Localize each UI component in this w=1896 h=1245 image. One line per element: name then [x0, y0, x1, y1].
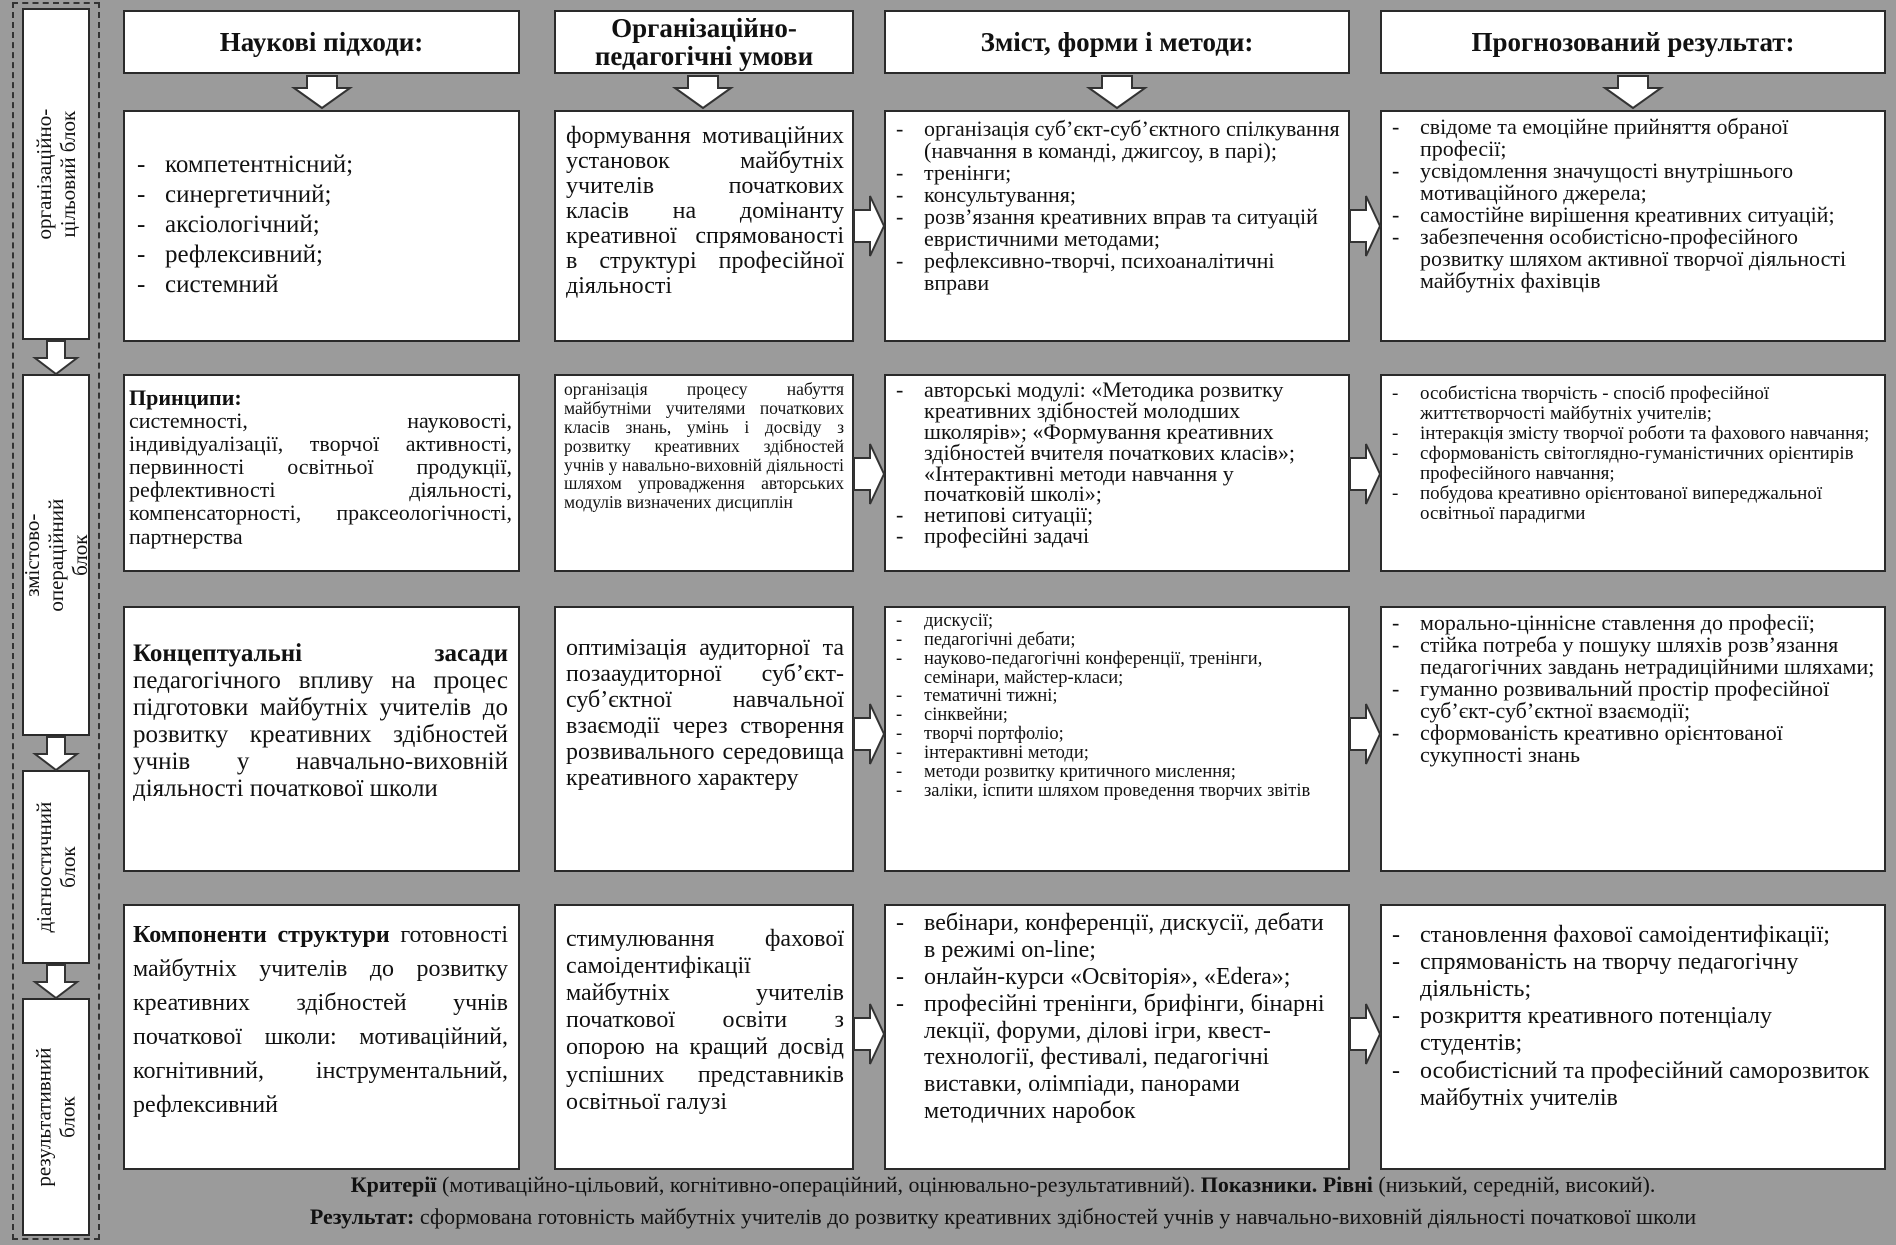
list-item: - усвідомлення значущості внутрішнього мотиваційного джерела; — [1382, 160, 1876, 204]
row2-conditions-box — [554, 374, 854, 572]
list-item: - особистісний та професійний саморозвиток майбутніх учителів — [1382, 1058, 1876, 1112]
row4-components-title: Компоненти структури — [133, 922, 390, 948]
list-item: - гуманно розвивальний простір професійної суб’єкт-суб’єктної взаємодії; — [1382, 678, 1876, 722]
list-item: - вебінари, конференції, дискусії, дебати в режимі on-line; — [886, 910, 1340, 964]
down-arrow-icon — [294, 76, 350, 108]
row4-methods-box — [884, 904, 1350, 1170]
list-item: - інтерактивні методи; — [886, 744, 1340, 763]
list-item: - тренінги; — [886, 162, 1340, 184]
header-arrows — [0, 0, 1896, 120]
row4-conditions-box — [554, 904, 854, 1170]
list-item: - дискусії; — [886, 612, 1340, 631]
row1-results-list — [1382, 116, 1876, 292]
left-arrows — [0, 0, 120, 1245]
row3-conditions-text: оптимізація аудиторної та позааудиторної суб’єкт-суб’єктної навчальної взаємодії через створення розвивального середовища креативного характеру — [566, 635, 844, 791]
indicators-text: (низький, середній, високий). — [1372, 1172, 1656, 1197]
list-item: - стійка потреба у пошуку шляхів розв’язання педагогічних завдань нетрадиційними шляхами; — [1382, 634, 1876, 678]
list-item: - рефлексивний; — [127, 240, 508, 270]
block-label-result: результативний блок — [22, 998, 90, 1236]
row1-approaches-list — [127, 150, 508, 300]
criteria-label: Критерії — [350, 1172, 437, 1197]
right-arrow-icon — [854, 196, 884, 256]
list-item: - становлення фахової самоідентифікації; — [1382, 922, 1876, 949]
list-item: - нетипові ситуації; — [886, 505, 1340, 526]
list-item: - педагогічні дебати; — [886, 631, 1340, 650]
list-item: - розв’язання креативних вправ та ситуацій евристичними методами; — [886, 206, 1340, 250]
row4-methods-list — [886, 910, 1340, 1125]
header-conditions: Організаційно-педагогічні умови — [554, 10, 854, 74]
down-arrow-icon — [1089, 76, 1145, 108]
row1-methods-list — [886, 118, 1340, 294]
list-item: - науково-педагогічні конференції, тренінги, семінари, майстер-класи; — [886, 650, 1340, 688]
right-arrow-icon — [1350, 196, 1380, 256]
list-item: - організація суб’єкт-суб’єктного спілкування (навчання в команді, джигсоу, в парі); — [886, 118, 1340, 162]
list-item: - інтеракція змісту творчої роботи та фахового навчання; — [1382, 424, 1876, 444]
block-label-organizational: організаційно-цільовий блок — [22, 8, 90, 340]
right-arrow-icon — [854, 444, 884, 504]
row2-principles-box — [123, 374, 520, 572]
list-item: - розкриття креативного потенціалу студентів; — [1382, 1003, 1876, 1057]
list-item: - методи розвитку критичного мислення; — [886, 763, 1340, 782]
list-item: - самостійне вирішення креативних ситуацій; — [1382, 204, 1876, 226]
list-item: - компетентнісний; — [127, 150, 508, 180]
right-arrow-icon — [854, 1004, 884, 1064]
list-item: - синергетичний; — [127, 180, 508, 210]
row2-results-box — [1380, 374, 1886, 572]
criteria-text: (мотиваційно-цільовий, когнітивно-операційний, оцінювально-результативний). — [436, 1172, 1201, 1197]
row3-methods-box — [884, 606, 1350, 872]
footer-criteria-line — [118, 1172, 1888, 1198]
down-arrow-icon — [35, 341, 77, 374]
indicators-label: Показники. Рівні — [1200, 1172, 1373, 1197]
down-arrow-icon — [35, 737, 77, 770]
row2-methods-box — [884, 374, 1350, 572]
header-approaches: Наукові підходи: — [123, 10, 520, 74]
header-results: Прогнозований результат: — [1380, 10, 1886, 74]
row2-principles-title: Принципи: — [129, 385, 242, 410]
right-arrow-icon — [1350, 1004, 1380, 1064]
row4-components-text: готовності майбутніх учителів до розвитку креативних здібностей учнів початкової школи: мотиваційний, когнітивний, інструментальний, рефлексивний — [133, 922, 508, 1119]
row4-results-box — [1380, 904, 1886, 1170]
row2-methods-list — [886, 377, 1340, 549]
list-item: - побудова креативно орієнтованої випереджальної освітньої парадигми — [1382, 484, 1876, 524]
row3-results-box — [1380, 606, 1886, 872]
row2-conditions-text: організація процесу набуття майбутніми учителями початкових класів знань, умінь і досвіду з розвитку креативних здібностей учнів у навально-виховній діяльності шляхом упровадження авторських модулів визначених дисциплін — [564, 379, 844, 513]
row3-concept-box — [123, 606, 520, 872]
header-methods: Зміст, форми і методи: — [884, 10, 1350, 74]
down-arrow-icon — [35, 965, 77, 998]
row4-conditions-text: стимулювання фахової самоідентифікації майбутніх учителів початкової освіти з опорою на кращий досвід успішних представників освітньої галузі — [566, 926, 844, 1115]
row3-conditions-box — [554, 606, 854, 872]
row3-concept-text: педагогічного впливу на процес підготовки майбутніх учителів до розвитку креативних здібностей учнів у навчально-виховній діяльності початкової школи — [133, 667, 508, 802]
row1-approaches-box — [123, 110, 520, 342]
list-item: - аксіологічний; — [127, 210, 508, 240]
block-label-diagnostic: діагностичний блок — [22, 770, 90, 964]
row4-results-list — [1382, 922, 1876, 1112]
row3-concept-title: Концептуальні засади — [133, 640, 508, 667]
list-item: - професійні задачі — [886, 526, 1340, 547]
list-item: - заліки, іспити шляхом проведення творчих звітів — [886, 782, 1340, 801]
footer-result-line — [118, 1204, 1888, 1230]
row3-results-list — [1382, 612, 1876, 766]
result-text: сформована готовність майбутніх учителів до розвитку креативних здібностей учнів у навчально-виховній діяльності початкової школи — [414, 1204, 1697, 1229]
row1-conditions-text: формування мотиваційних установок майбутніх учителів початкових класів на домінанту креативної спрямованості в структурі професійної діяльності — [566, 123, 844, 299]
row1-conditions-box — [554, 110, 854, 342]
result-label: Результат: — [309, 1204, 415, 1229]
list-item: - сінквейни; — [886, 706, 1340, 725]
list-item: - рефлексивно-творчі, психоаналітичні вправи — [886, 250, 1340, 294]
list-item: - спрямованість на творчу педагогічну діяльність; — [1382, 949, 1876, 1003]
row4-components-box — [123, 904, 520, 1170]
row3-methods-list — [886, 612, 1340, 801]
list-item: - сформованість світоглядно-гуманістичних орієнтирів професійного навчання; — [1382, 444, 1876, 484]
list-item: - авторські модулі: «Методика розвитку креативних здібностей молодших школярів»; «Формування креативних здібностей вчителя початкових класів»; «Інтерактивні методи навчання у початковій школі»; — [886, 380, 1340, 505]
down-arrow-icon — [675, 76, 731, 108]
down-arrow-icon — [1605, 76, 1661, 108]
list-item: - забезпечення особистісно-професійного розвитку шляхом активної творчої діяльності майбутніх фахівців — [1382, 226, 1876, 292]
list-item: - морально-ціннісне ставлення до професії; — [1382, 612, 1876, 634]
row2-results-list — [1382, 384, 1876, 524]
row2-principles-text: системності, науковості, індивідуалізації, творчої активності, первинності освітньої продукції, рефлективності діяльності, компенсаторності, праксеологічності, партнерства — [129, 408, 512, 549]
list-item: - особистісна творчість - спосіб професійної життєтворчості майбутніх учителів; — [1382, 384, 1876, 424]
list-item: - свідоме та емоційне прийняття обраної професії; — [1382, 116, 1876, 160]
row1-results-box — [1380, 110, 1886, 342]
list-item: - онлайн-курси «Освіторія», «Edera»; — [886, 964, 1340, 991]
list-item: - системний — [127, 270, 508, 300]
row1-methods-box — [884, 110, 1350, 342]
list-item: - консультування; — [886, 184, 1340, 206]
list-item: - професійні тренінги, брифінги, бінарні лекції, форуми, ділові ігри, квест-технології, фестивалі, педагогічні виставки, олімпіади, панорами методичних наробок — [886, 991, 1340, 1125]
right-arrow-icon — [1350, 444, 1380, 504]
list-item: - сформованість креативно орієнтованої сукупності знань — [1382, 722, 1876, 766]
block-label-content: змістово-операційний блок — [22, 374, 90, 736]
right-arrow-icon — [1350, 704, 1380, 764]
right-arrow-icon — [854, 704, 884, 764]
list-item: - творчі портфоліо; — [886, 725, 1340, 744]
list-item: - тематичні тижні; — [886, 687, 1340, 706]
